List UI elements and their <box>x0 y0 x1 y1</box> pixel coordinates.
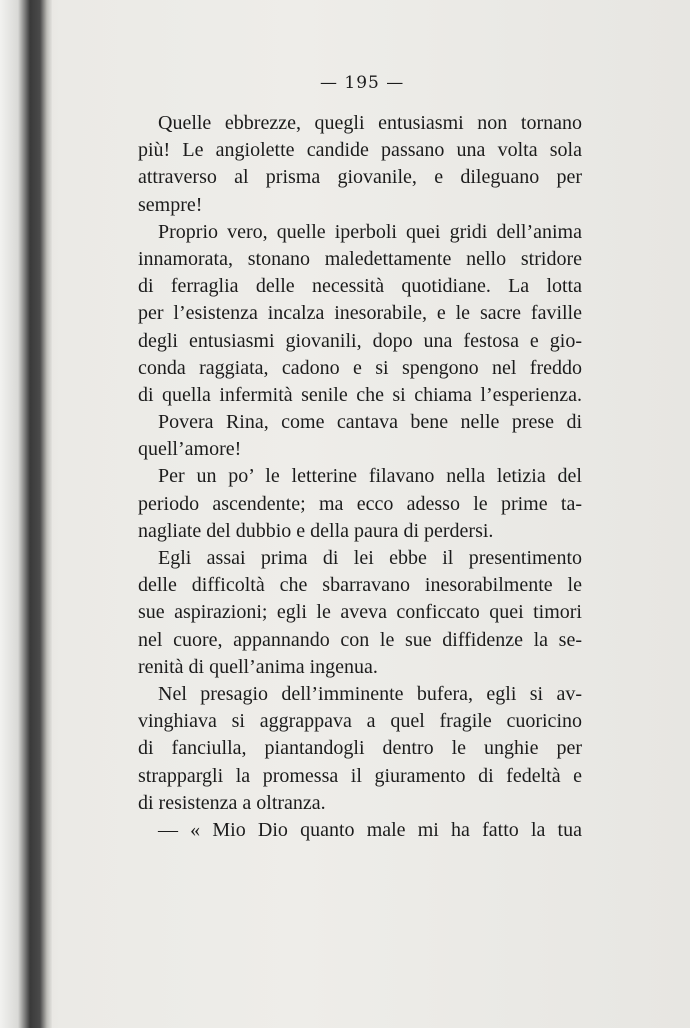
text-line: di fanciulla, piantandogli dentro le unghie per <box>138 737 582 760</box>
text-line: attraverso al prisma giovanile, e dileguano per <box>138 166 582 189</box>
text-line: vinghiava si aggrappava a quel fragile cuoricino <box>138 710 582 733</box>
text-line: delle difficoltà che sbarravano inesorabilmente le <box>138 574 582 597</box>
text-line: Quelle ebbrezze, quegli entusiasmi non tornano <box>158 112 582 134</box>
book-binding-edge <box>0 0 52 1028</box>
text-line: nel cuore, appannando con le sue diffidenze la se- <box>138 628 582 651</box>
text-line: conda raggiata, cadono e si spengono nel freddo <box>138 356 582 379</box>
text-line: strappargli la promessa il giuramento di fedeltà e <box>138 764 582 787</box>
text-line: — « Mio Dio quanto male mi ha fatto la tua <box>158 818 582 841</box>
text-line: più! Le angiolette candide passano una volta sola <box>138 139 582 162</box>
text-line: Povera Rina, come cantava bene nelle prese di <box>158 411 582 434</box>
text-line: renità di quell’anima ingenua. <box>138 655 378 678</box>
text-line: per l’esistenza incalza inesorabile, e le sacre faville <box>138 302 582 325</box>
text-line: nagliate del dubbio e della paura di perdersi. <box>138 519 494 542</box>
text-line: sue aspirazioni; egli le aveva conficcato quei timori <box>138 601 582 624</box>
page-number: — 195 — <box>320 73 405 93</box>
text-line: degli entusiasmi giovanili, dopo una festosa e gio- <box>138 329 582 352</box>
text-line: di ferraglia delle necessità quotidiane. La lotta <box>138 275 582 298</box>
text-line: Egli assai prima di lei ebbe il presentimento <box>158 547 582 569</box>
text-line: Per un po’ le letterine filavano nella letizia del <box>158 465 582 488</box>
body-text <box>138 110 582 844</box>
text-line: Nel presagio dell’imminente bufera, egli si av- <box>158 682 582 705</box>
text-line: di resistenza a oltranza. <box>138 791 326 814</box>
text-line: quell’amore! <box>138 438 242 461</box>
text-line: innamorata, stonano maledettamente nello stridore <box>138 247 582 270</box>
text-line: di quella infermità senile che si chiama l’esperienza. <box>138 383 582 406</box>
text-line: periodo ascendente; ma ecco adesso le prime ta- <box>138 492 582 515</box>
text-line: Proprio vero, quelle iperboli quei gridi dell’anima <box>158 220 582 243</box>
text-line: sempre! <box>138 193 203 216</box>
